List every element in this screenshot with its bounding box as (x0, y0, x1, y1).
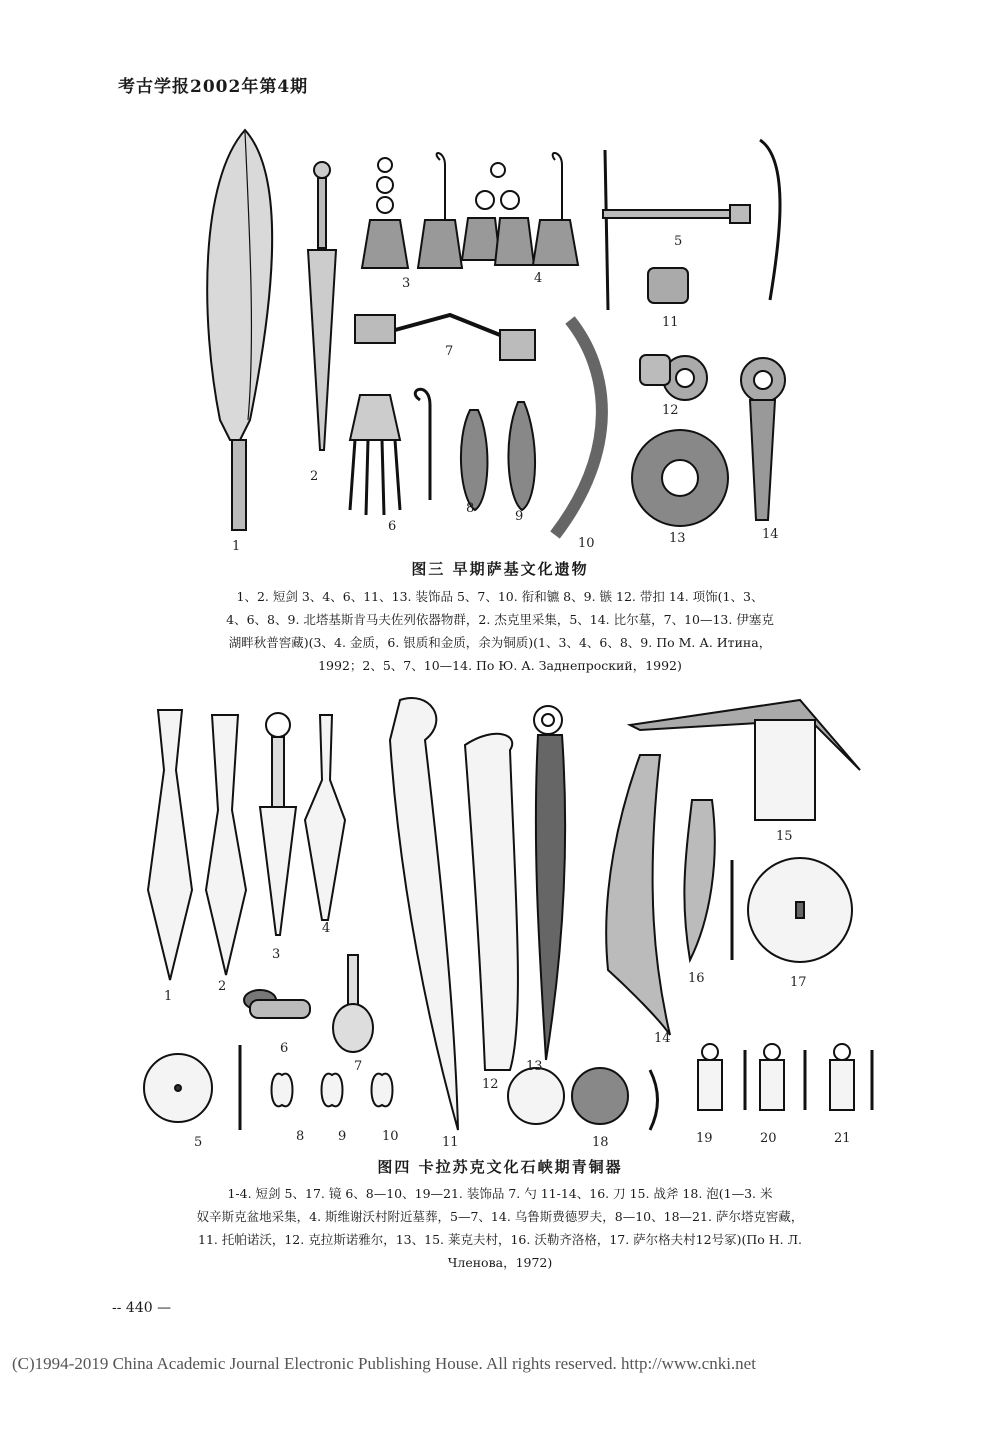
artifact-13-ring-ornament (632, 430, 728, 526)
figure-3-caption-line: 4、6、8、9. 北塔基斯肯马夫佐列依器物群，2. 杰克里采集，5、14. 比尔墓，7、10—13. 伊塞克 (226, 612, 774, 627)
fig4-label-18: 18 (592, 1135, 609, 1150)
fig3-label-4: 4 (534, 271, 543, 286)
artifact-12-knife (465, 734, 518, 1070)
artifact-2-dagger (206, 715, 246, 975)
artifact-1-leaf-dagger (207, 130, 272, 530)
artifact-6-ornament (244, 990, 310, 1018)
figure-4-caption-line: 奴辛斯克盆地采集，4. 斯维谢沃村附近墓葬，5—7、14. 乌鲁斯费德罗夫，8—10、18—21. 萨尔塔克窖藏， (196, 1209, 804, 1224)
artifact-16-knife (684, 800, 714, 960)
figure-3-caption-line: 湖畔秋普窖藏)(3、4. 金质，6. 银质和金质，余为铜质)(1、3、4、6、8、9. По М. А. Итина， (228, 635, 772, 650)
artifact-4-pendant (462, 153, 578, 265)
artifact-13-knife (534, 706, 565, 1060)
fig4-label-6: 6 (280, 1041, 289, 1056)
fig4-label-20: 20 (760, 1131, 777, 1146)
artifact-6-pendant (350, 389, 430, 515)
fig4-label-16: 16 (688, 971, 705, 986)
figure-4-caption-line: 11. 托帕诺沃，12. 克拉斯诺雅尔，13、15. 莱克夫村，16. 沃勒齐洛格，17. 萨尔格夫村12号冢)(По Н. Л. (198, 1232, 802, 1247)
fig4-label-5: 5 (194, 1135, 203, 1150)
artifact-2-dagger (308, 162, 336, 450)
fig3-label-12: 12 (662, 403, 679, 418)
fig3-label-11: 11 (662, 315, 679, 330)
fig4-label-17: 17 (790, 975, 807, 990)
figure-4-caption-line: 1-4. 短剑 5、17. 镜 6、8—10、19—21. 装饰品 7. 勺 11-14、16. 刀 15. 战斧 18. 泡(1—3. 米 (227, 1186, 773, 1201)
figure-4-caption-line: Членова，1972) (447, 1255, 553, 1270)
fig4-label-11: 11 (442, 1135, 459, 1150)
figure-4-title: 图四 卡拉苏克文化石峡期青铜器 (377, 1158, 623, 1176)
artifact-4-dagger (305, 715, 345, 920)
fig4-label-7: 7 (354, 1059, 363, 1074)
artifact-twisted-rod (760, 140, 780, 300)
artifact-5-mirror (144, 1045, 240, 1130)
fig4-label-14: 14 (654, 1031, 671, 1046)
fig4-label-13: 13 (526, 1059, 543, 1074)
artifact-15-axe (630, 700, 860, 820)
fig4-label-19: 19 (696, 1131, 713, 1146)
fig4-label-10: 10 (382, 1129, 399, 1144)
fig3-label-1: 1 (232, 539, 241, 554)
fig3-label-9: 9 (515, 509, 524, 524)
artifact-8-ornament (272, 1074, 293, 1107)
fig4-label-4: 4 (322, 921, 331, 936)
artifact-3-pendant (362, 153, 462, 268)
fig4-label-8: 8 (296, 1129, 305, 1144)
artifact-10-ornament (372, 1074, 393, 1107)
artifact-11-knife (390, 698, 458, 1130)
artifact-19-pendant (698, 1044, 745, 1110)
artifact-9-arrowhead (508, 402, 535, 510)
figure-3-illustration (100, 120, 900, 560)
fig3-label-13: 13 (669, 531, 686, 546)
figure-4-caption (100, 1182, 900, 1274)
fig3-label-6: 6 (388, 519, 397, 534)
journal-header: 考古学报2002年第4期 (118, 77, 309, 97)
fig4-label-2: 2 (218, 979, 227, 994)
artifact-14-necklace (741, 358, 785, 520)
copyright-notice: (C)1994-2019 China Academic Journal Electronic Publishing House. All rights reserved. http://www.cnki.net (12, 1354, 756, 1373)
artifact-20-pendant (760, 1044, 805, 1110)
artifact-8-arrowhead (461, 410, 488, 510)
fig3-label-10: 10 (578, 536, 595, 551)
fig4-label-12: 12 (482, 1077, 499, 1092)
artifact-7-spoon (333, 955, 373, 1052)
artifact-14-knife (606, 755, 670, 1035)
fig3-label-7: 7 (445, 344, 454, 359)
artifact-9-ornament (322, 1074, 343, 1107)
fig3-label-3: 3 (402, 276, 411, 291)
fig4-label-15: 15 (776, 829, 793, 844)
figure-3-caption-line: 1、2. 短剑 3、4、6、11、13. 装饰品 5、7、10. 衔和镳 8、9. 镞 12. 带扣 14. 项饰(1、3、 (236, 589, 764, 604)
artifact-21-pendant (830, 1044, 872, 1110)
artifact-3-dagger (260, 713, 296, 935)
figure-3-caption (100, 585, 900, 677)
artifact-10-cheekpiece (555, 320, 602, 535)
artifact-12-buckle (640, 355, 707, 400)
fig4-label-3: 3 (272, 947, 281, 962)
fig3-label-2: 2 (310, 469, 319, 484)
fig4-label-1: 1 (164, 989, 173, 1004)
fig4-label-9: 9 (338, 1129, 347, 1144)
artifact-18-boss (508, 1068, 658, 1130)
fig4-label-21: 21 (834, 1131, 851, 1146)
fig3-label-8: 8 (466, 501, 475, 516)
figure-3-caption-line: 1992；2、5、7、10—14. По Ю. А. Заднепроский，1992) (318, 658, 682, 673)
artifact-1-dagger (148, 710, 192, 980)
fig3-label-5: 5 (674, 234, 683, 249)
artifact-11-ring (648, 268, 688, 303)
artifact-17-mirror (732, 858, 852, 962)
fig3-label-14: 14 (762, 527, 779, 542)
figure-4-illustration (100, 690, 900, 1150)
figure-3-title: 图三 早期萨基文化遗物 (411, 560, 589, 578)
page-number: -- 440 — (112, 1300, 172, 1316)
